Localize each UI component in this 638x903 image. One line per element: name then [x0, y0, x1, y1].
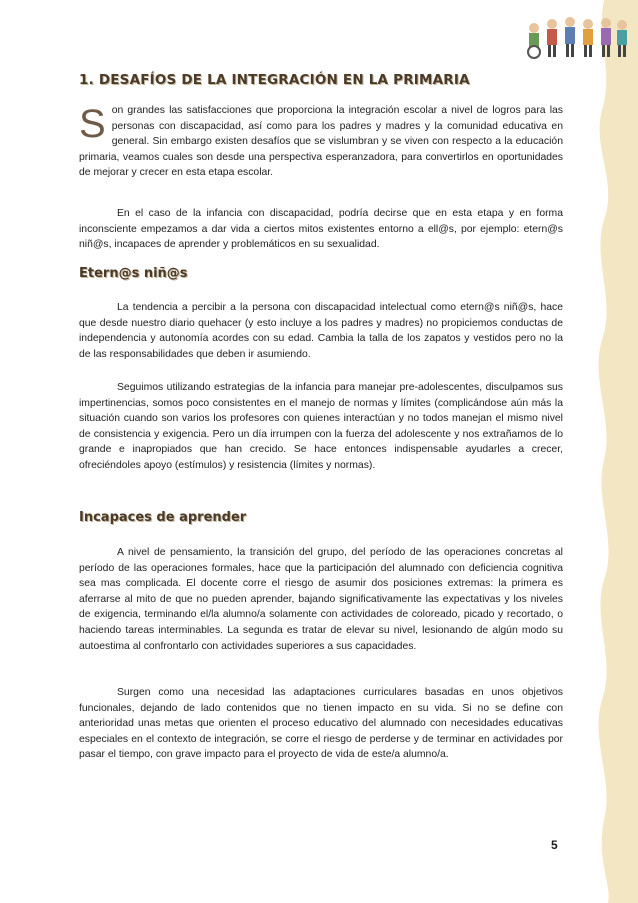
decorative-side-strip: [574, 0, 638, 903]
page-number: 5: [551, 838, 558, 852]
section-1-paragraph-1: La tendencia a percibir a la persona con discapacidad intelectual como etern@s niñ@s, hace que desde nuestro diario quehacer (y esto incluye a los padres y madres) no propiciemos conductas de independencia y autonomía acordes con su edad. Cambia la talla de los zapatos y vestidos pero no la de las responsabilidades que deben ir asumiendo.: [79, 302, 563, 360]
children-illustration-icon: [522, 14, 630, 60]
subheading-eternos-ninos: Etern@s niñ@s: [79, 266, 188, 281]
section-2-paragraph-1: A nivel de pensamiento, la transición del grupo, del período de las operaciones concretas al período de las operaciones formales, hace que la participación del alumnado con deficiencia cognitiva sea mas complicada. El docente corre el riesgo de asumir dos posiciones extremas: la primera es aferrarse al mito de que no pueden aprender, bajando significativamente las expectativas y los niveles de exigencia, terminando el/la alumno/a solamente con actividades de coloreado, picado y recortado, o haciendo tareas interminables. La segunda es tratar de elevar su nivel, lesionando de algún modo su autoestima al confrontarlo con actividades superiores a sus capacidades.: [79, 547, 563, 652]
drop-cap: S: [79, 102, 106, 146]
subheading-incapaces-de-aprender: Incapaces de aprender: [79, 510, 247, 525]
section-heading: 1. DESAFÍOS DE LA INTEGRACIÓN EN LA PRIMARIA: [79, 72, 470, 88]
paragraph-2: En el caso de la infancia con discapacidad, podría decirse que en esta etapa y en forma inconsciente empezamos a dar vida a ciertos mitos existentes entorno a ell@s, por ejemplo: etern@s niñ@s, incapaces de aprender y problemáticos en su sexualidad.: [79, 208, 563, 251]
section-2-paragraph-2: Surgen como una necesidad las adaptaciones curriculares basadas en unos objetivos funcionales, dejando de lado contenidos que no tienen impacto en su vida. Si no se define con anterioridad unas metas que orienten el proceso educativo del alumnado con necesidades educativas especiales en el contexto de integración, se corre el riesgo de perderse y de terminar en actividades por pasar el tiempo, con grave impacto para el proyecto de vida de este/a alumno/a.: [79, 687, 563, 761]
intro-paragraph: [79, 103, 563, 181]
intro-text: on grandes las satisfacciones que proporciona la integración escolar a nivel de logros para las personas con discapacidad, así como para los padres y madres y la comunidad educativa en general. Sin embargo existen desafíos que se vislumbran y se viven con respecto a la educación primaria, veamos cuales son desde una perspectiva esperanzadora, para convertirlos en oportunidades de mejorar y crecer en esta etapa escolar.: [79, 105, 563, 179]
section-1-paragraph-2: Seguimos utilizando estrategias de la infancia para manejar pre-adolescentes, disculpamos sus impertinencias, somos poco consistentes en el manejo de normas y límites (complicándose aún más la situación cuando son varios los profesores con quienes interactúan y no todos manejan el mismo nivel de consistencia y exigencia. Pero un día irrumpen con la fuerza del adolescente y nos extrañamos de lo grande e inapropiados que han crecido. Se hace entonces indispensable ayudarles a crecer, ofreciéndoles apoyo (estímulos) y resistencia (límites y normas).: [79, 382, 563, 471]
